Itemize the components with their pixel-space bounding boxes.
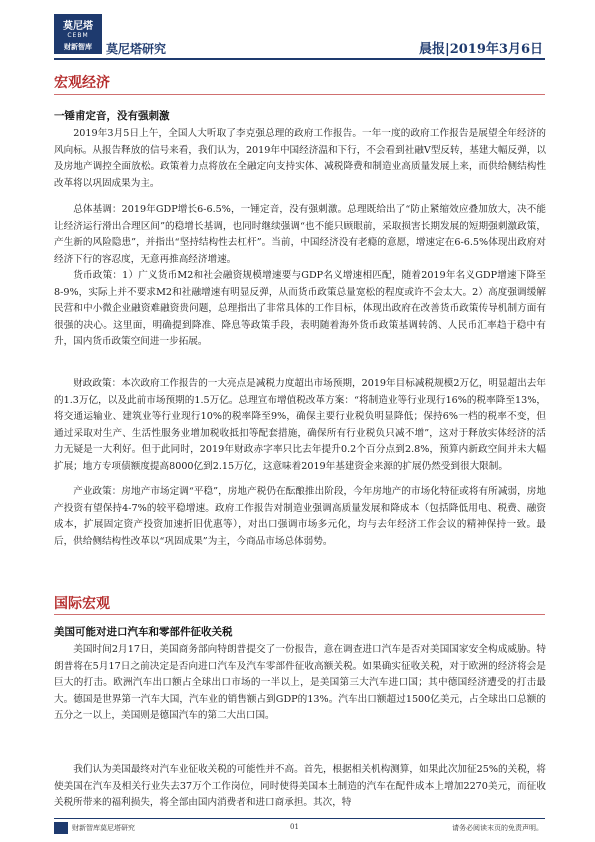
page-number: 01: [290, 823, 299, 831]
report-date: 晨报|2019年3月6日: [418, 42, 543, 57]
footer-logo: [54, 822, 68, 834]
logo-en-text: CEBM: [67, 32, 89, 39]
series-title: 莫尼塔研究: [106, 42, 167, 56]
footer-divider: [54, 818, 545, 819]
paragraph: 总体基调：2019年GDP增长6-6.5%，一锤定音，没有强刺激。总理既给出了“防止紧缩效应叠加放大，决不能让经济运行滑出合理区间”的稳增长基调，也同时继续强调“也不能只顾眼前，采取损害长期发展的短期强刺激政策，产生新的风险隐患”，并指出“坚持结构性去杠杆”。当前，中国经济没有老瘾的意愿，增速定在6-6.5%体现出政府对经济下行的容忍度，无意再推高经济增速。: [54, 204, 546, 265]
article-subtitle: 美国可能对进口汽车和零部件征收关税: [54, 626, 233, 638]
section-divider: [54, 94, 545, 95]
paragraph: 产业政策：房地产市场定调“平稳”，房地产税仍在酝酿推出阶段，今年房地产的市场化特征或将有所减弱，房地产投资有望保持4-7%的较平稳增速。政府工作报告对制造业强调高质量发展和降成本（包括降低用电、税费、融资成本，扩展固定资产投资加速折旧优惠等），对出口强调市场多元化，均与去年经济工作会议的精神保持一致。最后，供给侧结构性改革以“巩固成果”为主，今商品市场总体弱势。: [54, 486, 546, 547]
disclaimer-note: 请务必阅读末页的免责声明。: [452, 824, 543, 832]
section-divider: [54, 614, 545, 615]
footer-source: 财新智库莫尼塔研究: [72, 824, 135, 832]
article-subtitle: 一锤甫定音，没有强刺激: [54, 110, 170, 122]
company-logo: [54, 14, 102, 54]
section-title-macro: 宏观经济: [54, 75, 110, 91]
paragraph: 货币政策：1）广义货币M2和社会融资规模增速要与GDP名义增速相匹配，随着2019年名义GDP增速下降至8-9%，实际上并不要求M2和社融增速有明显反弹，从而货币政策总量宽松的程度或许不会太大。2）高度强调缓解民营和中小微企业融资难融资贵问题，总理指出了非常具体的工作目标，体现出政府在改善货币政策传导机制方面有很强的决心。这里面，明确提到降准、降息等政策手段，表明随着海外货币政策基调转鸽、人民币汇率趋于稳中有升，国内货币政策空间进一步拓展。: [54, 270, 546, 348]
section-title-international: 国际宏观: [54, 596, 110, 612]
paragraph: 财政政策：本次政府工作报告的一大亮点是减税力度超出市场预期，2019年目标减税规模2万亿，明显超出去年的1.3万亿，以及此前市场预期的1.5万亿。总理宣布增值税改革方案：“将制造业等行业现行16%的税率降至13%，将交通运输业、建筑业等行业现行10%的税率降至9%，确保主要行业税负明显降低；保持6%一档的税率不变，但通过采取对生产、生活性服务业增加税收抵扣等配套措施，确保所有行业税负只减不增”，这对于释放实体经济的活力无疑是一大利好。但于此同时，2019年财政赤字率只比去年提升0.2个百分点到2.8%，预算内新政空间并未大幅扩展；地方专项债额度提高8000亿到2.15万亿，这意味着2019年基建资金来源的扩展仍然受到很大限制。: [54, 378, 546, 472]
paragraph: 美国时间2月17日，美国商务部向特朗普提交了一份报告，意在调查进口汽车是否对美国国家安全构成威胁。特朗普将在5月17日之前决定是否向进口汽车及汽车零部件征收高额关税。如果确实征收关税，对于欧洲的经济将会是巨大的打击。欧洲汽车出口额占全球出口市场的一半以上，是美国第三大汽车进口国；其中德国经济遭受的打击最大。德国是世界第一汽车大国，汽车业的销售额占到GDP的13%。汽车出口额超过1500亿美元，占全球出口总额的五分之一以上，美国则是德国汽车的第二大出口国。: [54, 644, 546, 722]
logo-cn-text: 莫尼塔: [63, 21, 93, 32]
logo-sub-text: 财新智库: [64, 43, 92, 51]
header-divider: [54, 58, 545, 60]
paragraph: 我们认为美国最终对汽车业征收关税的可能性并不高。首先，根据相关机构测算，如果此次加征25%的关税，将使美国在汽车及相关行业失去37万个工作岗位，同时使得美国本土制造的汽车在配件成本上增加2270美元，而征收关税所带来的福利损失，将全部由国内消费者和进口商承担。其次，特: [54, 764, 546, 809]
paragraph: 2019年3月5日上午，全国人大听取了李克强总理的政府工作报告。一年一度的政府工作报告是展望全年经济的风向标。从报告释放的信号来看，我们认为，2019年中国经济温和下行，不会看到社融V型反转，基建大幅反弹，以及房地产调控全面放松。政策着力点将放在全融定向支持实体、减税降费和制造业高质量发展上来，而供给侧结构性改革将以巩固成果为主。: [54, 128, 546, 189]
